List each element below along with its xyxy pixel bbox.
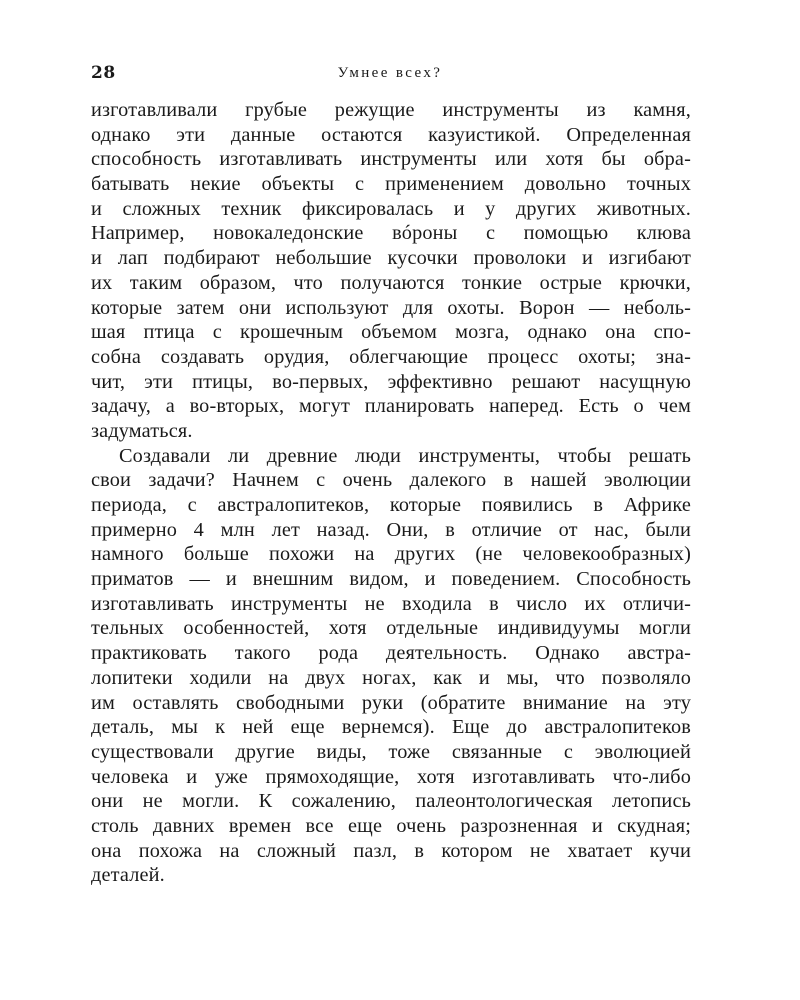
text-line: им оставлять свободными руки (обратите внимание на эту [91,691,691,714]
text-line: шая птица с крошечным объемом мозга, однако она спо- [91,321,691,344]
text-line: изготавливать инструменты не входила в число их отличи- [91,592,691,615]
text-line: деталь, мы к ней еще вернемся). Еще до австралопитеков [91,716,691,739]
text-line: намного больше похожи на других (не человекообразных) [91,543,691,566]
text-line: свои задачи? Начнем с очень далекого в нашей эволюции [91,469,691,492]
page-number: 28 [91,63,116,83]
text-line: Например, новокаледонские вóроны с помощью клюва [91,222,691,245]
text-line: они не могли. К сожалению, палеонтологическая летопись [91,790,691,813]
text-line: изготавливали грубые режущие инструменты из камня, [91,99,691,121]
text-line: которые затем они используют для охоты. Ворон — неболь- [91,296,691,319]
text-line: столь давних времен все еще очень разрозненная и скудная; [91,814,691,837]
text-line: задачу, а во-вторых, могут планировать наперед. Есть о чем [91,395,691,418]
book-title: Умнее всех? [337,65,443,81]
text-line: она похожа на сложный пазл, в котором не хватает кучи [91,839,691,862]
text-line: батывать некие объекты с применением довольно точных [91,173,691,196]
text-line: задуматься. [91,419,193,442]
text-line: приматов — и внешним видом, и поведением. Способность [91,568,691,591]
text-line: их таким образом, что получаются тонкие острые крючки, [91,271,691,294]
body-text [91,98,691,888]
running-head [91,60,689,86]
text-line: и лап подбирают небольшие кусочки проволоки и изгибают [91,247,691,270]
text-line: деталей. [91,864,165,887]
text-line: собна создавать орудия, облегчающие процесс охоты; зна- [91,345,691,368]
text-line: тельных особенностей, хотя отдельные индивидуумы могли [91,617,691,640]
text-line: существовали другие виды, тоже связанные с эволюцией [91,740,691,763]
text-line: способность изготавливать инструменты или хотя бы обра- [91,148,691,171]
text-line: лопитеки ходили на двух ногах, как и мы, что позволяло [91,666,691,689]
text-line: Создавали ли древние люди инструменты, чтобы решать [119,444,691,467]
text-line: чит, эти птицы, во-первых, эффективно решают насущную [91,370,691,393]
text-line: периода, с австралопитеков, которые появились в Африке [91,494,691,516]
text-line: однако эти данные остаются казуистикой. Определенная [91,123,691,146]
text-line: примерно 4 млн лет назад. Они, в отличие от нас, были [91,518,691,541]
text-line: и сложных техник фиксировалась и у других животных. [91,197,691,220]
text-line: практиковать такого рода деятельность. Однако австра- [91,642,691,665]
text-line: человека и уже прямоходящие, хотя изготавливать что-либо [91,765,691,788]
